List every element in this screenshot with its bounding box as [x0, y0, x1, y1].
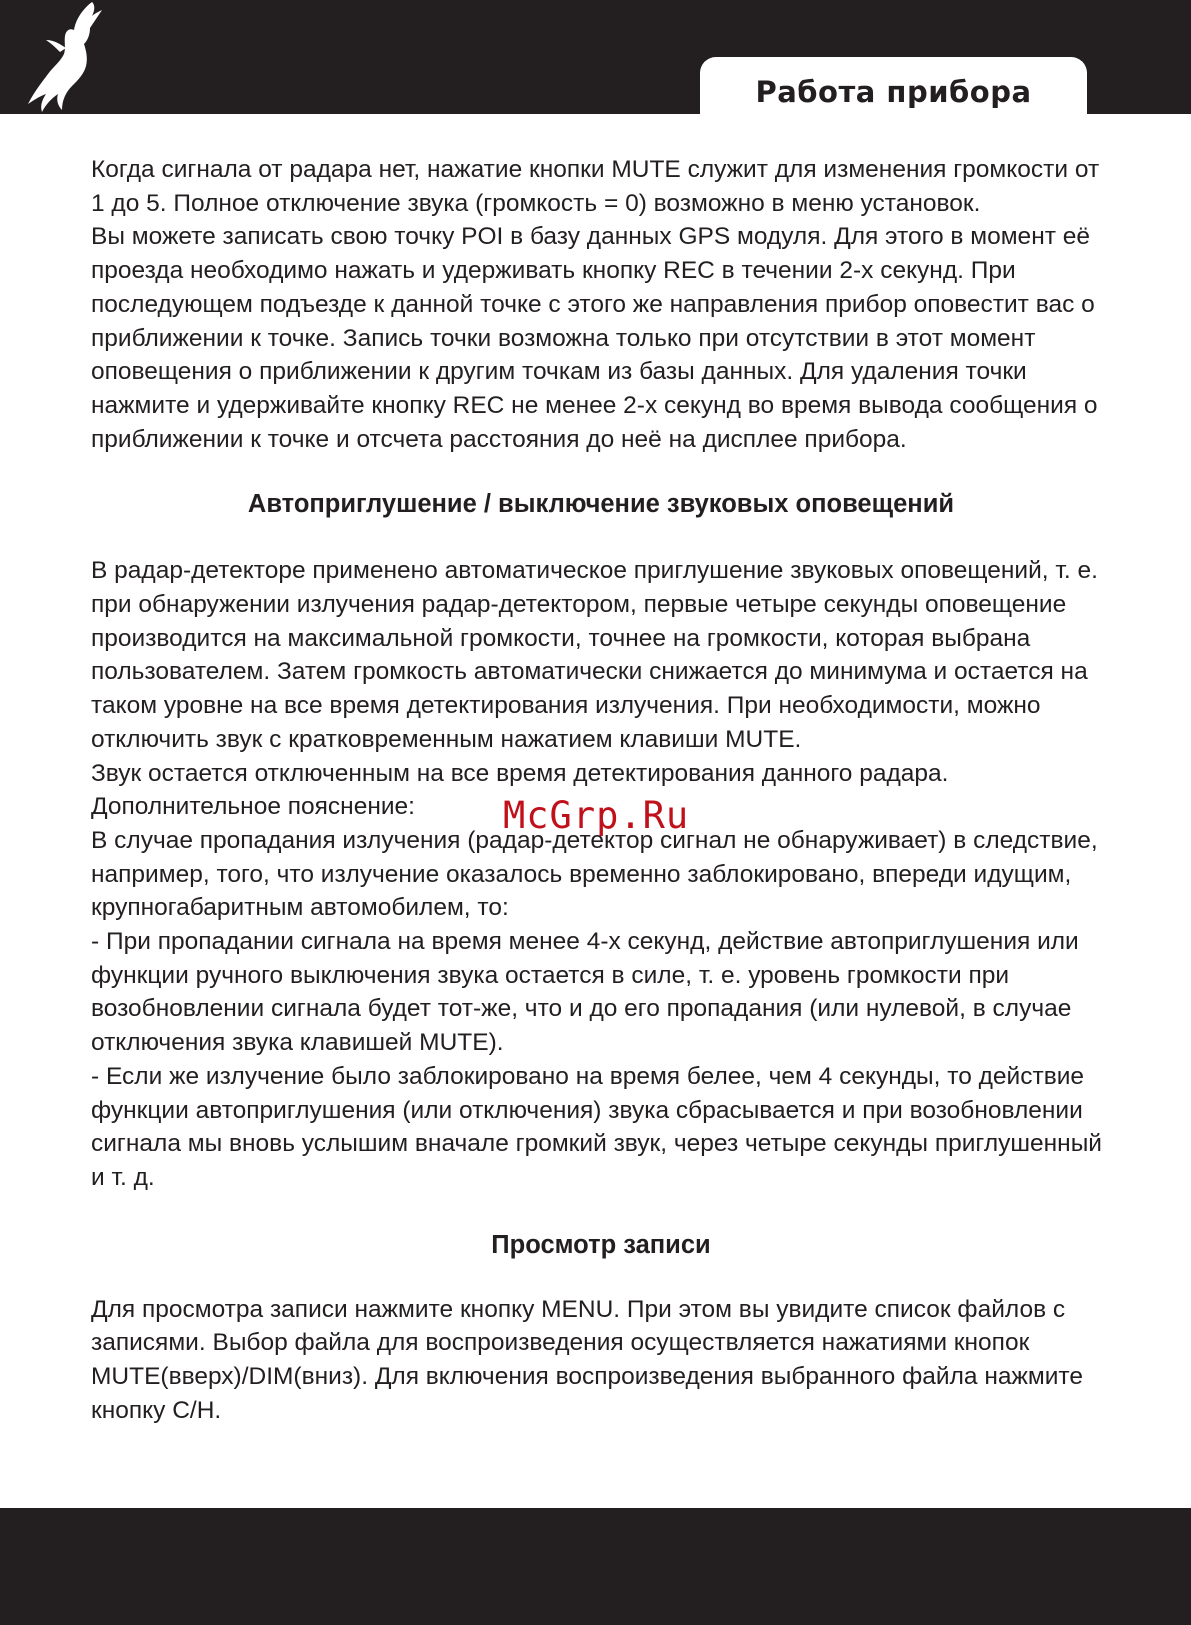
heading-auto-mute: Автоприглушение / выключение звуковых оповещений: [247, 490, 955, 519]
paragraph-loss-under-4s: - При пропадании сигнала на время менее 4-х секунд, действие автоприглушения или функции ручного выключения звука остается в силе, т. е. уровень громкости при возобновлении сигнала будет тот-же, что и до его пропадания (или нулевой, в случае отключения звука клавишей MUTE).: [91, 928, 1079, 1057]
heading-playback: Просмотр записи: [491, 1230, 711, 1259]
header-bar: [0, 0, 1191, 114]
section-tab: [700, 57, 1087, 114]
paragraph-poi-record: Вы можете записать свою точку POI в базу данных GPS модуля. Для этого в момент её проезда необходимо нажать и удерживать кнопку REC в течении 2-х секунд. При последующем подъезде к данной точке с этого же направления прибор оповестит вас о приближении к точке. Запись точки возможна только при отсутствии в этот момент оповещения о приближении к другим точкам из базы данных. Для удаления точки нажмите и удерживайте кнопку REC не менее 2-х секунд во время вывода сообщения о приближении к точке и отсчета расстояния до неё на дисплее прибора.: [91, 223, 1098, 453]
paragraph-playback: Для просмотра записи нажмите кнопку MENU. При этом вы увидите список файлов с записями. Выбор файла для воспроизведения осуществляется нажатиями кнопок MUTE(вверх)/DIM(вниз). Для включения воспроизведения выбранного файла нажмите кнопку C/H.: [91, 1295, 1083, 1424]
paragraph-auto-mute: В радар-детекторе применено автоматическое приглушение звуковых оповещений, т. е. при обнаружении излучения радар-детектором, первые четыре секунды оповещение производится на максимальной громкости, точнее на громкости, которая выбрана пользователем. Затем громкость автоматически снижается до минимума и остается на таком уровне на все время детектирования излучения. При необходимости, можно отключить звук с кратковременным нажатием клавиши MUTE.: [91, 557, 1098, 753]
watermark: McGrp.Ru: [503, 794, 690, 837]
eagle-silhouette-icon: [20, 0, 104, 114]
page-content: [91, 153, 1111, 1428]
footer-bar: [0, 1508, 1191, 1625]
paragraph-signal-loss: В случае пропадания излучения (радар-детектор сигнал не обнаруживает) в следствие, например, того, что излучение оказалось временно заблокировано, впереди идущим, крупногабаритным автомобилем, то:: [91, 826, 1098, 922]
paragraph-loss-over-4s: - Если же излучение было заблокировано на время белее, чем 4 секунды, то действие функции автоприглушения (или отключения) звука сбрасывается и при возобновлении сигнала мы вновь услышим вначале громкий звук, через четыре секунды приглушенный и т. д.: [91, 1062, 1102, 1191]
paragraph-sound-off: Звук остается отключенным на все время детектирования данного радара.: [91, 759, 949, 787]
section-title: Работа прибора: [755, 75, 1032, 109]
paragraph-mute-volume: Когда сигнала от радара нет, нажатие кнопки MUTE служит для изменения громкости от 1 до 5. Полное отключение звука (громкость = 0) возможно в меню установок.: [91, 156, 1100, 217]
paragraph-additional-note: Дополнительное пояснение:: [91, 793, 415, 821]
